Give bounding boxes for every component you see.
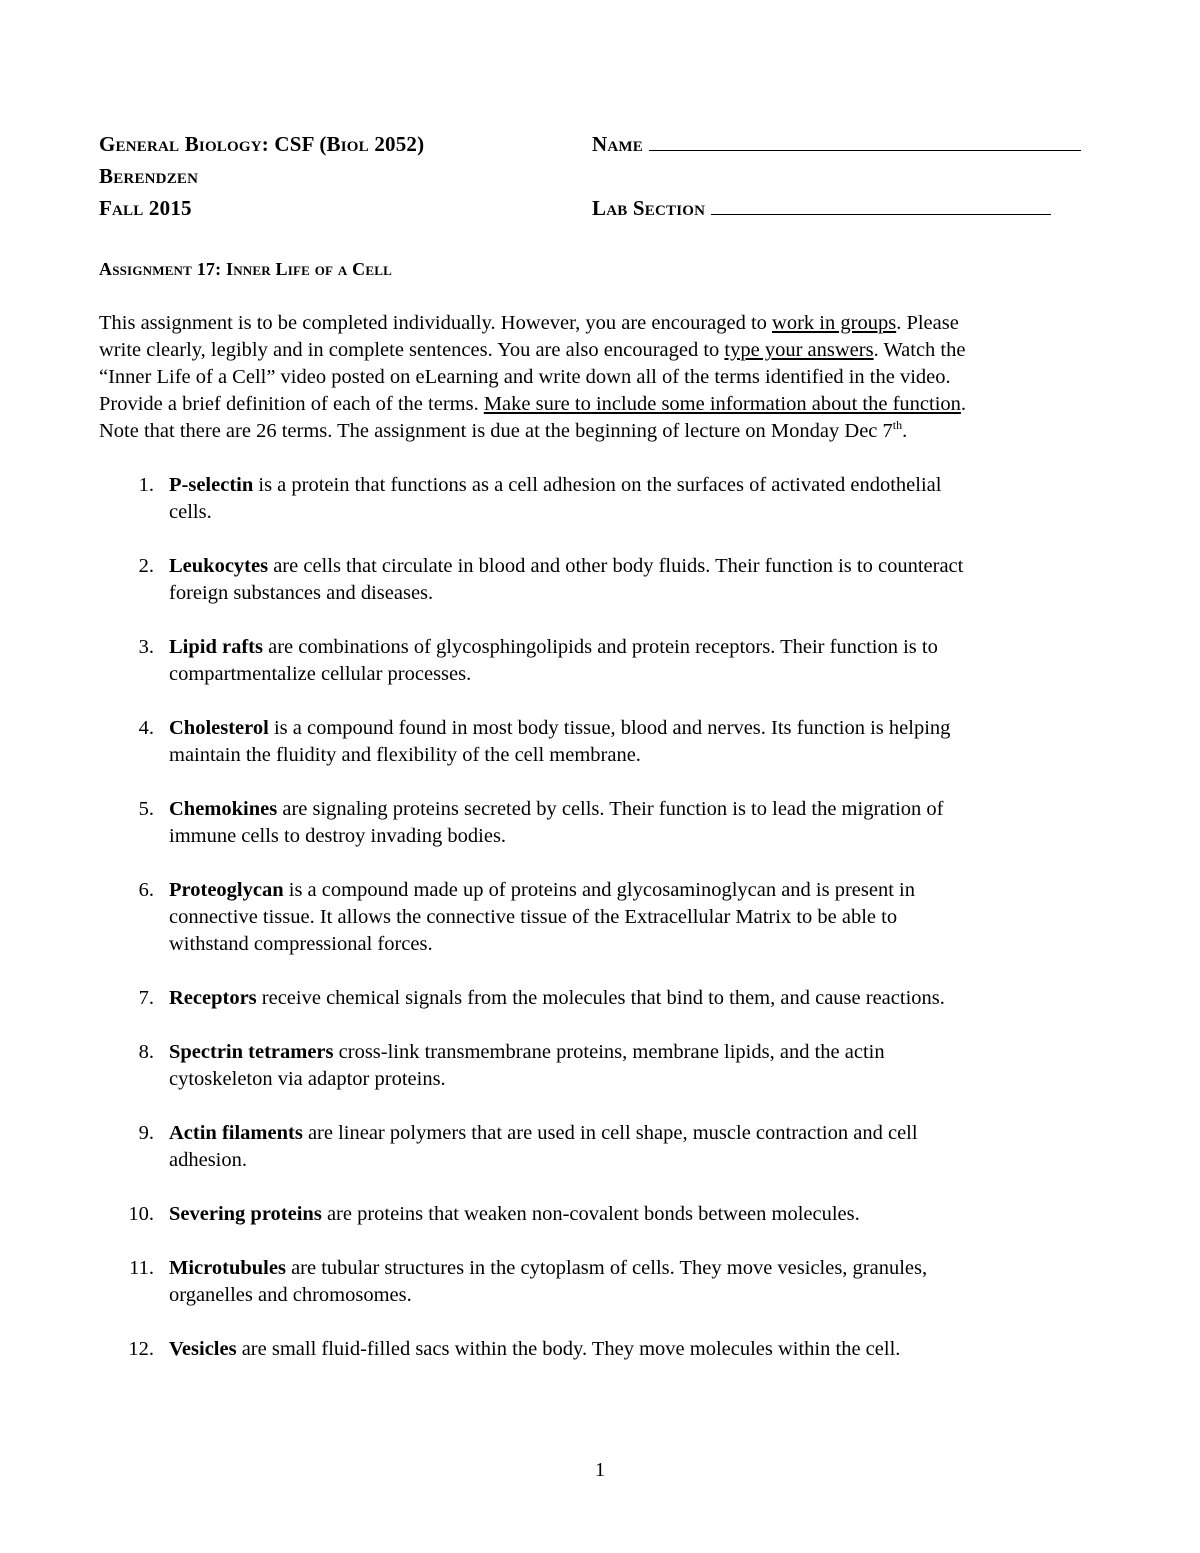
term-item: [99, 1120, 1099, 1174]
definition-line: [169, 634, 1099, 661]
term-item: [99, 553, 1099, 607]
term-number: 10.: [128, 1203, 154, 1225]
definition-line: cytoskeleton via adaptor proteins.: [169, 1068, 446, 1090]
definition-text: is a protein that functions as a cell adhesion on the surfaces of activated endothelial: [253, 474, 942, 496]
definition-text: are combinations of glycosphingolipids and protein receptors. Their function is to: [262, 636, 938, 658]
intro-text: . Please: [896, 312, 959, 334]
term-number: 9.: [138, 1122, 154, 1144]
term-item: [99, 1255, 1099, 1309]
term-item: [99, 1039, 1099, 1093]
definition-line: cells.: [169, 501, 212, 523]
definition-text: cross-link transmembrane proteins, membrane lipids, and the actin: [333, 1041, 885, 1063]
definition-line: [169, 472, 1099, 499]
term-item: [99, 634, 1099, 688]
term-definition: [169, 1039, 1099, 1093]
term-number: 2.: [138, 555, 154, 577]
intro-text: . Watch the: [873, 339, 966, 361]
type-your-answers-underline: type your answers: [724, 339, 874, 361]
term-definition: [169, 553, 1099, 607]
term-definition: [169, 715, 1099, 769]
term-name: Leukocytes: [169, 555, 269, 577]
term-definition: [169, 634, 1099, 688]
term-item: [99, 715, 1099, 769]
definition-line: foreign substances and diseases.: [169, 582, 434, 604]
term-number: 7.: [138, 987, 154, 1009]
term-number: 3.: [138, 636, 154, 658]
term-item: [99, 472, 1099, 526]
term-number: 6.: [138, 879, 154, 901]
definition-text: are linear polymers that are used in cell shape, muscle contraction and cell: [302, 1122, 918, 1144]
intro-line: “Inner Life of a Cell” video posted on eLearning and write down all of the terms identified in the video.: [99, 366, 951, 388]
definition-text: are cells that circulate in blood and other body fluids. Their function is to counteract: [268, 555, 964, 577]
term-name: Chemokines: [169, 798, 278, 820]
definition-line: withstand compressional forces.: [169, 933, 433, 955]
page-number: 1: [595, 1459, 605, 1481]
instructor-name-text: Berendzen: [99, 164, 199, 188]
instructor-name: [99, 163, 198, 189]
name-field-row: [592, 131, 1081, 157]
term-name: Proteoglycan: [169, 879, 284, 901]
ordinal-superscript: th: [892, 418, 903, 433]
term-name: Actin filaments: [169, 1122, 303, 1144]
intro-line: [99, 337, 1099, 364]
function-instruction-underline: Make sure to include some information about the function: [483, 393, 961, 415]
term-name: Lipid rafts: [169, 636, 263, 658]
term-name: Microtubules: [169, 1257, 286, 1279]
lab-section-label: Lab Section: [592, 196, 706, 220]
definition-text: are signaling proteins secreted by cells. Their function is to lead the migration of: [277, 798, 944, 820]
name-blank-line[interactable]: [649, 132, 1081, 151]
definition-text: receive chemical signals from the molecules that bind to them, and cause reactions.: [256, 987, 945, 1009]
definition-line: [169, 796, 1099, 823]
definition-line: [169, 553, 1099, 580]
intro-line: [99, 391, 1099, 418]
intro-line: [99, 310, 1099, 337]
intro-text: This assignment is to be completed individually. However, you are encouraged to: [99, 312, 773, 334]
lab-section-blank-line[interactable]: [711, 196, 1051, 215]
definition-line: compartmentalize cellular processes.: [169, 663, 472, 685]
lab-section-field-row: [592, 195, 1051, 221]
definition-line: [169, 1039, 1099, 1066]
intro-text: write clearly, legibly and in complete sentences. You are also encouraged to: [99, 339, 725, 361]
definition-text: are small fluid-filled sacs within the body. They move molecules within the cell.: [236, 1338, 901, 1360]
term-number: 11.: [129, 1257, 154, 1279]
definition-line: connective tissue. It allows the connective tissue of the Extracellular Matrix to be able to: [169, 906, 898, 928]
term-name: Spectrin tetramers: [169, 1041, 334, 1063]
term-number: 1.: [138, 474, 154, 496]
terms-list: [99, 472, 1099, 1390]
term-name: Receptors: [169, 987, 257, 1009]
term-number: 4.: [138, 717, 154, 739]
definition-line: [169, 1336, 1099, 1363]
term-definition: [169, 1120, 1099, 1174]
intro-text: .: [960, 393, 967, 415]
term-definition: [169, 796, 1099, 850]
intro-text: Provide a brief definition of each of the terms.: [99, 393, 484, 415]
term-label: [99, 195, 192, 221]
term-definition: [169, 1201, 1099, 1228]
definition-text: is a compound found in most body tissue, blood and nerves. Its function is helping: [268, 717, 951, 739]
term-item: [99, 796, 1099, 850]
course-title: [99, 131, 424, 157]
definition-text: are proteins that weaken non-covalent bonds between molecules.: [321, 1203, 860, 1225]
assignment-title: Assignment 17: Inner Life of a Cell: [99, 259, 392, 279]
term-number: 12.: [128, 1338, 154, 1360]
intro-text: .: [902, 420, 908, 442]
term-name: P-selectin: [169, 474, 254, 496]
definition-line: [169, 1120, 1099, 1147]
definition-line: [169, 1201, 1099, 1228]
definition-line: [169, 715, 1099, 742]
term-item: [99, 985, 1099, 1012]
term-name: Cholesterol: [169, 717, 269, 739]
term-item: [99, 1201, 1099, 1228]
definition-line: [169, 985, 1099, 1012]
definition-line: [169, 1255, 1099, 1282]
definition-text: is a compound made up of proteins and glycosaminoglycan and is present in: [283, 879, 916, 901]
term-definition: [169, 1336, 1099, 1363]
term-definition: [169, 985, 1099, 1012]
term-number: 8.: [138, 1041, 154, 1063]
definition-line: organelles and chromosomes.: [169, 1284, 412, 1306]
name-label: Name: [592, 132, 643, 156]
term-definition: [169, 472, 1099, 526]
definition-text: are tubular structures in the cytoplasm of cells. They move vesicles, granules,: [285, 1257, 928, 1279]
course-title-text: General Biology: CSF (Biol 2052): [99, 132, 425, 156]
term-definition: [169, 1255, 1099, 1309]
term-name: Vesicles: [169, 1338, 237, 1360]
definition-line: [169, 877, 1099, 904]
term-item: [99, 1336, 1099, 1363]
term-label-text: Fall 2015: [99, 196, 192, 220]
term-name: Severing proteins: [169, 1203, 322, 1225]
intro-text: Note that there are 26 terms. The assignment is due at the beginning of lecture on Monday Dec 7: [99, 420, 893, 442]
term-definition: [169, 877, 1099, 958]
term-item: [99, 877, 1099, 958]
definition-line: immune cells to destroy invading bodies.: [169, 825, 507, 847]
work-in-groups-underline: work in groups: [772, 312, 897, 334]
definition-line: maintain the fluidity and flexibility of the cell membrane.: [169, 744, 641, 766]
term-number: 5.: [138, 798, 154, 820]
instructions-paragraph: [99, 310, 1099, 445]
intro-line: [99, 418, 1099, 445]
definition-line: adhesion.: [169, 1149, 247, 1171]
